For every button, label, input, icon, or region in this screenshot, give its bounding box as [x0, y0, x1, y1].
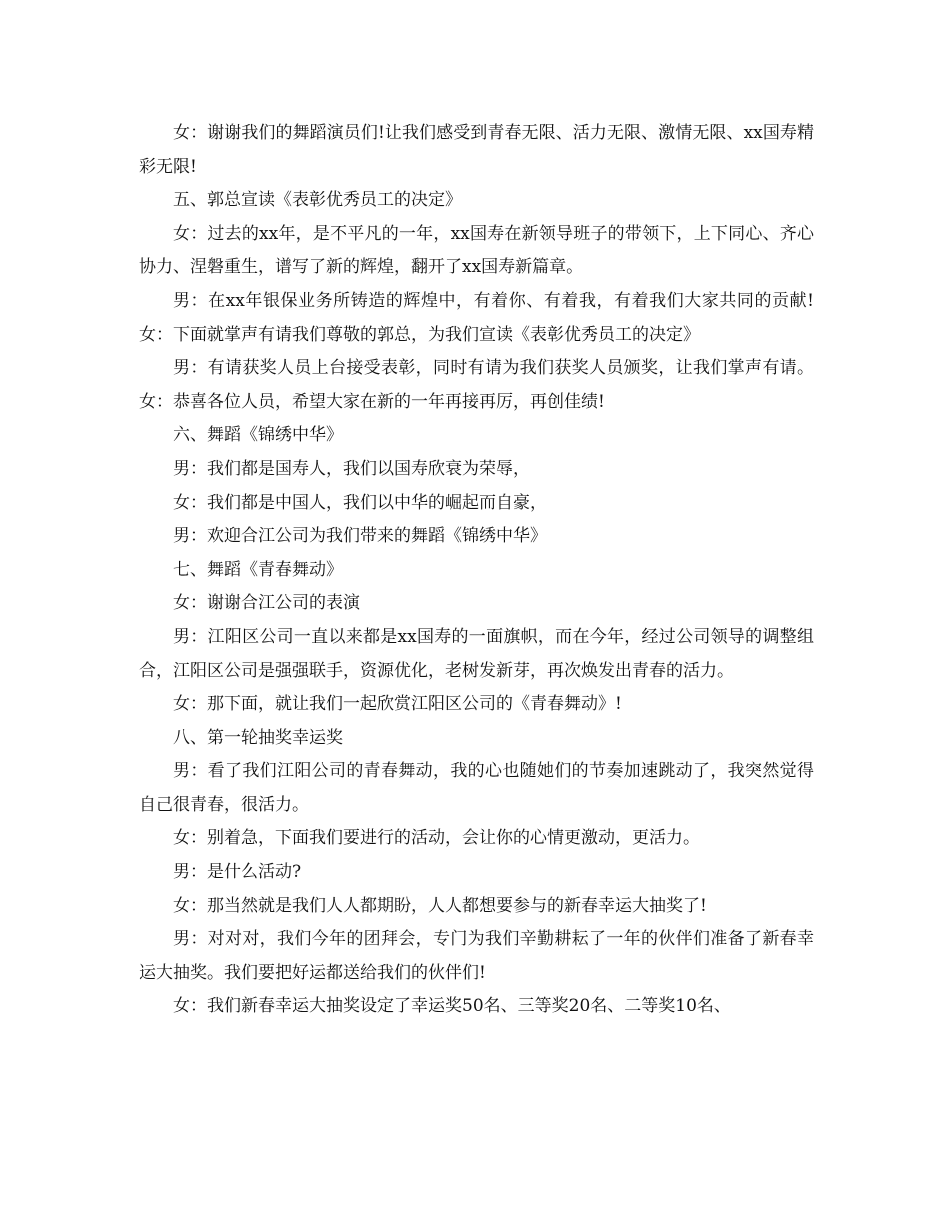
paragraph: 女：那当然就是我们人人都期盼，人人都想要参与的新春幸运大抽奖了!	[173, 895, 707, 916]
paragraph: 男：对对对，我们今年的团拜会，专门为我们辛勤耕耘了一年的伙伴们准备了新春幸运大抽奖。我们要把好运都送给我们的伙伴们!	[139, 929, 814, 983]
paragraph: 女：谢谢我们的舞蹈演员们!让我们感受到青春无限、活力无限、激情无限、xx国寿精彩无限!	[139, 123, 814, 177]
paragraph: 女：那下面，就让我们一起欣赏江阳区公司的《青春舞动》!	[173, 694, 622, 715]
section-heading: 六、舞蹈《锦绣中华》	[173, 425, 343, 446]
section-heading: 七、舞蹈《青春舞动》	[173, 559, 343, 580]
section-heading: 五、郭总宣读《表彰优秀员工的决定》	[173, 190, 462, 211]
paragraph: 女：别着急，下面我们要进行的活动，会让你的心情更激动，更活力。	[173, 828, 700, 849]
paragraph: 女：谢谢合江公司的表演	[173, 593, 360, 614]
paragraph: 男：欢迎合江公司为我们带来的舞蹈《锦绣中华》	[173, 526, 547, 547]
paragraph: 男：有请获奖人员上台接受表彰，同时有请为我们获奖人员颁奖，让我们掌声有请。 女：恭喜各位人员，希望大家在新的一年再接再厉，再创佳绩!	[139, 358, 814, 412]
section-heading: 八、第一轮抽奖幸运奖	[173, 727, 343, 748]
paragraph: 男：江阳区公司一直以来都是xx国寿的一面旗帜，而在今年，经过公司领导的调整组合，江阳区公司是强强联手，资源优化，老树发新芽，再次焕发出青春的活力。	[139, 626, 814, 681]
paragraph: 女：我们都是中国人，我们以中华的崛起而自豪，	[173, 492, 547, 513]
paragraph: 女：过去的xx年，是不平凡的一年，xx国寿在新领导班子的带领下，上下同心、齐心协力、涅磐重生，谱写了新的辉煌，翻开了xx国寿新篇章。	[139, 223, 814, 278]
paragraph: 女：我们新春幸运大抽奖设定了幸运奖50名、三等奖20名、二等奖10名、	[173, 996, 731, 1017]
paragraph: 男：看了我们江阳公司的青春舞动，我的心也随她们的节奏加速跳动了，我突然觉得自己很青春，很活力。	[139, 761, 814, 815]
paragraph: 男：在xx年银保业务所铸造的辉煌中，有着你、有着我，有着我们大家共同的贡献! 女：下面就掌声有请我们尊敬的郭总，为我们宣读《表彰优秀员工的决定》	[139, 290, 814, 345]
paragraph: 男：我们都是国寿人，我们以国寿欣衰为荣辱，	[173, 458, 530, 479]
document-body	[139, 117, 814, 1024]
paragraph: 男：是什么活动?	[173, 862, 302, 883]
